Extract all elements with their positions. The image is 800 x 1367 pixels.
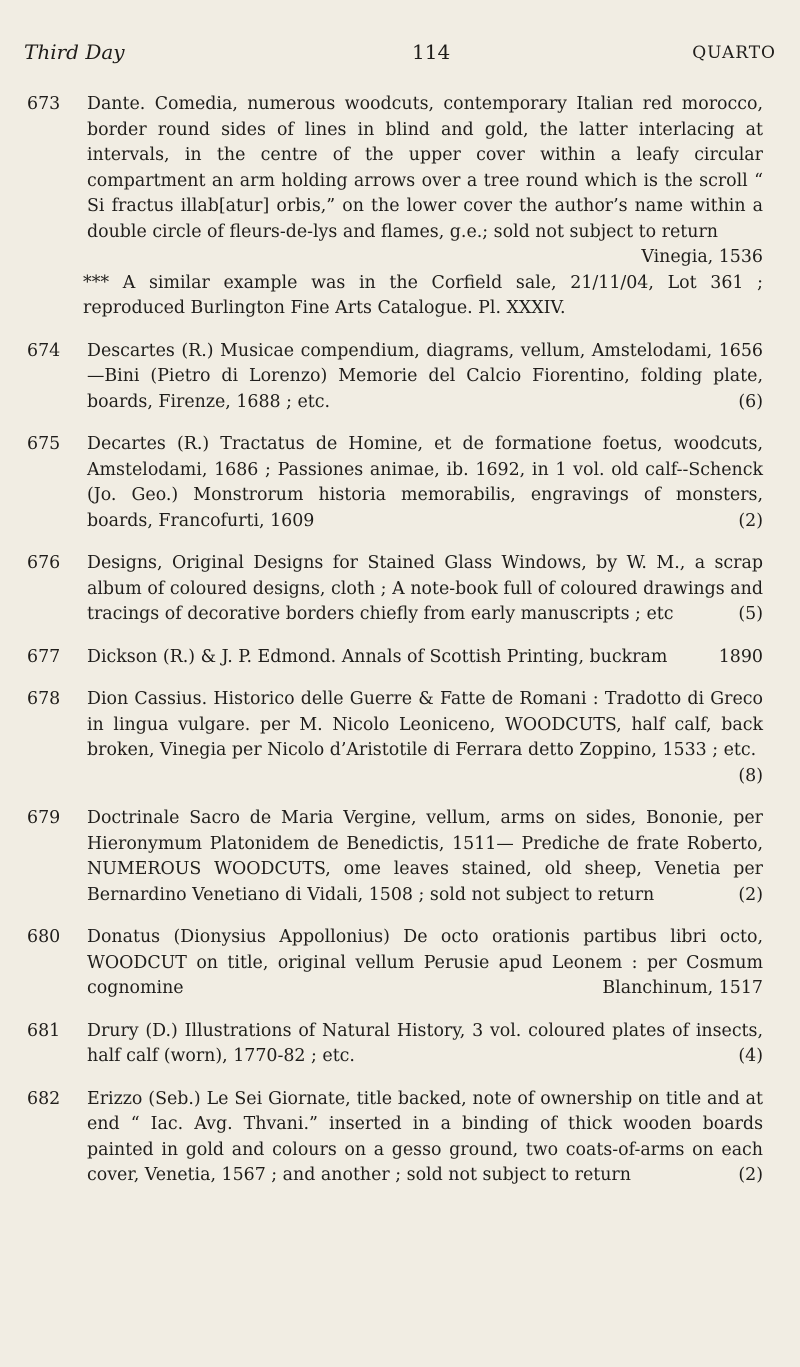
page-number: 114 [412,40,451,64]
lot-entry [0,1019,800,1070]
lot-text: Dickson (R.) & J. P. Edmond. Annals of Scottish Printing, buckram [87,646,668,667]
lot-text: Descartes (R.) Musicae compendium, diagrams, vellum, Amstelodami, 1656—Bini (Pietro di Lorenzo) Memorie del Calcio Fiorentino, folding plate, boards, Firenze, 1688 ; etc. [87,340,763,412]
lot-number: 674 [27,340,61,361]
lot-text: Drury (D.) Illustrations of Natural History, 3 vol. coloured plates of insects, half calf (worn), 1770-82 ; etc. [87,1020,763,1066]
lot-entry [0,687,800,789]
lot-description [87,806,763,908]
lot-entry [0,339,800,416]
lot-text: Donatus (Dionysius Appollonius) De octo orationis partibus libri octo, WOODCUT on title, original vellum Perusie apud Leonem : per Cosmum cognomine [87,927,763,998]
lot-entry [0,432,800,534]
format-heading: QUARTO [692,43,776,63]
lot-entry [0,925,800,1002]
lot-count: (8) [738,765,763,786]
lot-number: 676 [27,553,61,573]
lot-date: 1890 [718,646,763,667]
lot-description [87,339,763,416]
lot-description [87,687,763,789]
lot-description [87,551,763,628]
lot-note: *** A similar example was in the Corfield sale, 21/11/04, Lot 361 ; reproduced Burlington Fine Arts Catalogue. Pl. XXXIV. [83,272,763,318]
lot-description [87,92,763,271]
lot-number: 682 [27,1088,61,1109]
lot-number: 675 [27,434,61,454]
lot-entry [0,806,800,908]
lot-number: 679 [27,808,61,828]
page-header [24,40,776,70]
lot-imprint: Vinegia, 1536 [641,247,763,267]
lot-entry [0,645,800,671]
lot-text: Doctrinale Sacro de Maria Vergine, vellum, arms on sides, Bononie, per Hieronymum Platonidem de Benedictis, 1511— Prediche de frate Roberto, NUMEROUS WOODCUTS, ome leaves stained, old sheep, Venetia per Bernardino Venetiano di Vidali, 1508 ; sold not subject to return [87,808,763,905]
lot-description [87,432,763,534]
lot-text: Designs, Original Designs for Stained Glass Windows, by W. M., a scrap album of coloured designs, cloth ; A note-book full of coloured drawings and tracings of decorative borders chiefly from early manuscripts ; etc [87,553,763,624]
lot-number: 678 [27,689,61,709]
lot-count: (6) [738,391,763,412]
lot-text: Decartes (R.) Tractatus de Homine, et de formatione foetus, woodcuts, Amstelodami, 1686 ; Passiones animae, ib. 1692, in 1 vol. old calf--Schenck (Jo. Geo.) Monstrorum historia memorabilis, engravings of monsters, boards, Francofurti, 1609 [87,434,763,531]
lot-count: (2) [738,1165,763,1185]
lot-count: (4) [738,1046,763,1066]
lot-description [87,645,763,671]
lot-text: Erizzo (Seb.) Le Sei Giornate, title backed, note of ownership on title and at end “ Iac. Avg. Thvani.” inserted in a binding of thick wooden boards painted in gold and colours on a gesso ground, two coats-of-arms on each cover, Venetia, 1567 ; and another ; sold not subject to return [87,1088,763,1185]
lot-text: Dion Cassius. Historico delle Guerre & Fatte de Romani : Tradotto di Greco in lingua vulgare. per M. Nicolo Leoniceno, WOODCUTS, half calf, back broken, Vinegia per Nicolo d’Aristotile di Ferrara detto Zoppino, 1533 ; etc. [87,689,763,760]
lot-entry [0,551,800,628]
day-heading: Third Day [24,40,125,64]
lot-number: 680 [27,927,61,947]
lot-count: (2) [738,884,763,905]
lot-description [87,1087,763,1189]
lot-count: (5) [738,604,763,624]
lot-count: (2) [738,510,763,531]
lot-number: 677 [27,646,61,667]
lot-description [87,925,763,1002]
lot-list [0,92,800,1206]
lot-text: Dante. Comedia, numerous woodcuts, contemporary Italian red morocco, border round sides of lines in blind and gold, the latter interlacing at intervals, in the centre of the upper cover within a leafy circular compartment an arm holding arrows over a tree round which is the scroll “ Si fractus illab[atur] orbis,” on the lower cover the author’s name within a double circle of fleurs-de-lys and flames, g.e.; sold not subject to return [87,94,763,242]
lot-number: 681 [27,1020,61,1041]
lot-description [87,1019,763,1070]
lot-imprint: Blanchinum, 1517 [602,978,763,998]
lot-entry [0,1087,800,1189]
lot-entry [0,92,800,322]
lot-number: 673 [27,94,61,114]
